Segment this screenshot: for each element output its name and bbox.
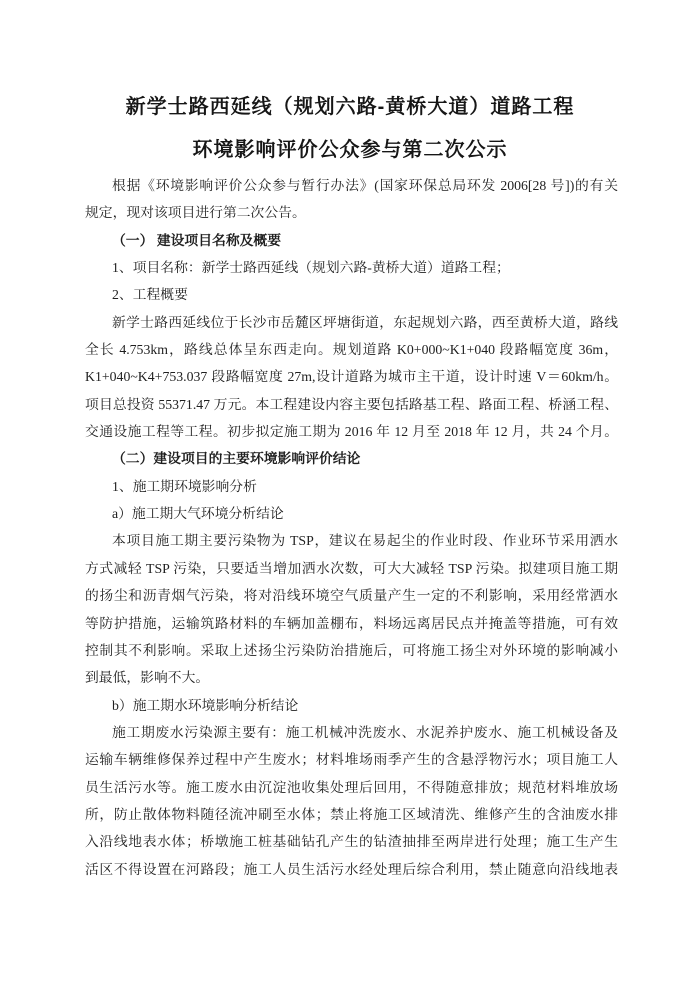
text-line: 2、工程概要 xyxy=(112,287,188,303)
text-line: 根据《环境影响评价公众参与暂行办法》(国家环保总局环发 2006[28 号])的有关 xyxy=(112,178,618,193)
text-line: 方式减轻 TSP 污染，只要适当增加洒水次数，可大大减轻 TSP 污染。拟建项目施工期 xyxy=(85,560,618,576)
text-line: 到最低，影响不大。 xyxy=(85,670,210,686)
text-line: 本项目施工期主要污染物为 TSP，建议在易起尘的作业时段、作业环节采用洒水 xyxy=(112,533,618,549)
text-line: 入沿线地表水体；桥墩施工桩基础钻孔产生的钻渣抽排至两岸进行处理；施工生产生 xyxy=(85,834,618,850)
text-line: 等防护措施，运输筑路材料的车辆加盖棚布，料场远离居民点并掩盖等措施，可有效 xyxy=(85,615,618,631)
text-line: 1、施工期环境影响分析 xyxy=(112,478,257,494)
text-line: 施工期废水污染源主要有：施工机械冲洗废水、水泥养护废水、施工机械设备及 xyxy=(112,724,618,740)
text-line: 所，防止散体物料随径流冲刷至水体；禁止将施工区域清洗、维修产生的含油废水排 xyxy=(85,806,618,822)
document-title xyxy=(0,86,700,172)
document-title-line1: 新学士路西延线（规划六路-黄桥大道）道路工程 xyxy=(125,96,575,118)
text-line: （二）建设项目的主要环境影响评价结论 xyxy=(112,451,361,467)
document-title-line2: 环境影响评价公众参与第二次公示 xyxy=(192,139,508,161)
text-line: 交通设施工程等工程。初步拟定施工期为 2016 年 12 月至 2018 年 12 月，共 24 个月。 xyxy=(85,424,618,440)
text-line: 控制其不利影响。采取上述扬尘污染防治措施后，可将施工扬尘对外环境的影响减小 xyxy=(85,642,618,658)
text-line: a）施工期大气环境分析结论 xyxy=(112,506,284,522)
text-line: 项目总投资 55371.47 万元。本工程建设内容主要包括路基工程、路面工程、桥涵工程、 xyxy=(85,396,618,412)
document-body xyxy=(85,172,618,883)
text-line: K1+040~K4+753.037 段路幅宽度 27m,设计道路为城市主干道，设计时速 V＝60km/h。 xyxy=(85,369,618,385)
text-line: 的扬尘和沥青烟气污染，将对沿线环境空气质量产生一定的不利影响，采用经常洒水 xyxy=(85,588,618,604)
text-line: （一） 建设项目名称及概要 xyxy=(112,232,282,248)
text-line: b）施工期水环境影响分析结论 xyxy=(112,697,299,713)
text-line: 新学士路西延线位于长沙市岳麓区坪塘街道，东起规划六路，西至黄桥大道，路线 xyxy=(112,314,618,330)
text-line: 规定，现对该项目进行第二次公告。 xyxy=(85,205,306,221)
text-line: 运输车辆维修保养过程中产生废水；材料堆场雨季产生的含悬浮物污水；项目施工人 xyxy=(85,752,618,768)
text-line: 全长 4.753km，路线总体呈东西走向。规划道路 K0+000~K1+040 段路幅宽度 36m， xyxy=(85,342,618,358)
text-line: 员生活污水等。施工废水由沉淀池收集处理后回用，不得随意排放；规范材料堆放场 xyxy=(85,779,618,795)
text-line: 1、项目名称：新学士路西延线（规划六路-黄桥大道）道路工程； xyxy=(112,260,510,276)
text-line: 活区不得设置在河路段；施工人员生活污水经处理后综合利用，禁止随意向沿线地表 xyxy=(85,861,618,877)
